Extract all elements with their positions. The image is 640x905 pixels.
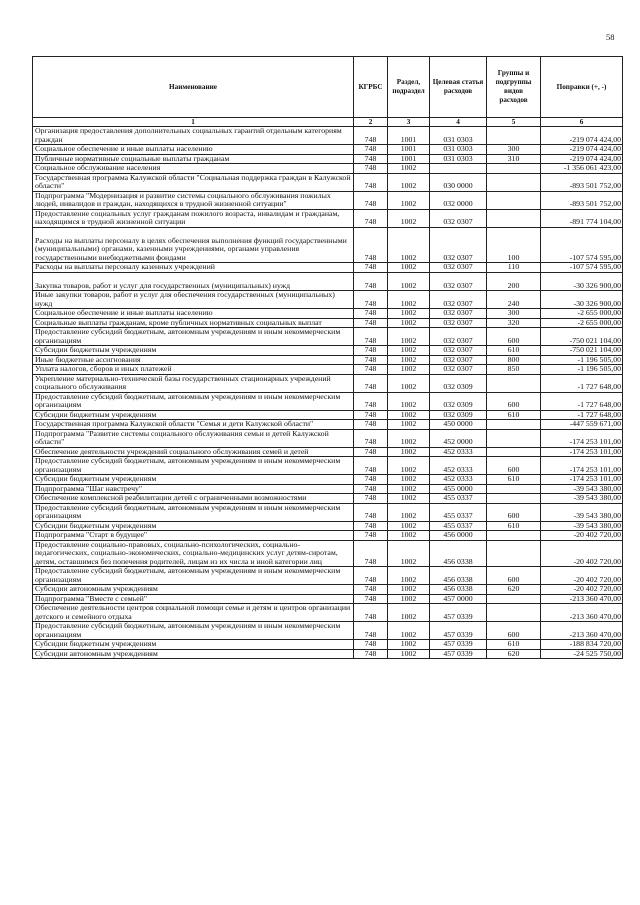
cell-kgrbs: 748: [354, 374, 388, 392]
cell-name: Государственная программа Калужской области "Социальная поддержка граждан в Калужской области": [33, 173, 354, 191]
table-row: [33, 328, 623, 346]
cell-kgrbs: 748: [354, 263, 388, 273]
cell-amount: -893 501 752,00: [541, 191, 623, 209]
cell-expense-group: 300: [487, 145, 541, 155]
cell-section: 1002: [388, 622, 430, 640]
cell-target-article: 032 0307: [430, 318, 487, 328]
cell-name: Подпрограмма "Шаг навстречу": [33, 484, 354, 494]
cell-amount: -2 655 000,00: [541, 318, 623, 328]
cell-section: 1001: [388, 154, 430, 164]
cell-kgrbs: 748: [354, 173, 388, 191]
column-number: 2: [354, 118, 388, 127]
cell-expense-group: 600: [487, 457, 541, 475]
cell-amount: -1 356 061 423,00: [541, 164, 623, 174]
table-row: [33, 291, 623, 309]
column-number: 6: [541, 118, 623, 127]
cell-kgrbs: 748: [354, 503, 388, 521]
cell-target-article: 032 0307: [430, 209, 487, 227]
cell-kgrbs: 748: [354, 392, 388, 410]
table-row: [33, 191, 623, 209]
cell-section: 1002: [388, 392, 430, 410]
cell-amount: -20 402 720,00: [541, 531, 623, 541]
cell-name: Субсидии бюджетным учреждениям: [33, 410, 354, 420]
cell-amount: -39 543 380,00: [541, 521, 623, 531]
cell-name: Публичные нормативные социальные выплаты гражданам: [33, 154, 354, 164]
cell-section: 1002: [388, 365, 430, 375]
cell-kgrbs: 748: [354, 328, 388, 346]
cell-target-article: 457 0339: [430, 604, 487, 622]
cell-amount: -39 543 380,00: [541, 484, 623, 494]
table-row: [33, 494, 623, 504]
cell-target-article: 032 0309: [430, 374, 487, 392]
cell-section: 1002: [388, 173, 430, 191]
cell-kgrbs: 748: [354, 531, 388, 541]
cell-target-article: 032 0307: [430, 328, 487, 346]
cell-name: Субсидии бюджетным учреждениям: [33, 346, 354, 356]
cell-amount: -219 074 424,00: [541, 145, 623, 155]
cell-section: 1002: [388, 209, 430, 227]
cell-name: Предоставление субсидий бюджетным, автономным учреждениям и иным некоммерческим организациям: [33, 457, 354, 475]
cell-target-article: [430, 164, 487, 174]
cell-name: Предоставление социальных услуг гражданам пожилого возраста, инвалидам и гражданам, находящимся в трудной жизненной ситуации: [33, 209, 354, 227]
cell-expense-group: 610: [487, 410, 541, 420]
cell-kgrbs: 748: [354, 127, 388, 145]
cell-amount: -20 402 720,00: [541, 585, 623, 595]
cell-kgrbs: 748: [354, 567, 388, 585]
header-kgrbs: КГРБС: [354, 57, 388, 118]
table-row: [33, 457, 623, 475]
header-section: Раздел, подраздел: [388, 57, 430, 118]
cell-expense-group: 610: [487, 475, 541, 485]
cell-section: 1002: [388, 263, 430, 273]
cell-amount: -219 074 424,00: [541, 154, 623, 164]
cell-kgrbs: 748: [354, 191, 388, 209]
cell-kgrbs: 748: [354, 475, 388, 485]
table-row: [33, 429, 623, 447]
cell-section: 1002: [388, 521, 430, 531]
cell-target-article: 032 0307: [430, 309, 487, 319]
cell-expense-group: [487, 420, 541, 430]
cell-amount: -20 402 720,00: [541, 540, 623, 567]
cell-target-article: 452 0000: [430, 429, 487, 447]
cell-target-article: 455 0337: [430, 521, 487, 531]
cell-amount: -174 253 101,00: [541, 475, 623, 485]
table-row: [33, 346, 623, 356]
header-row: [33, 57, 623, 118]
cell-expense-group: [487, 540, 541, 567]
cell-target-article: 457 0339: [430, 649, 487, 659]
cell-name: Обеспечение деятельности учреждений социального обслуживания семей и детей: [33, 447, 354, 457]
cell-kgrbs: 748: [354, 365, 388, 375]
cell-name: Иные закупки товаров, работ и услуг для обеспечения государственных (муниципальных) нужд: [33, 291, 354, 309]
cell-name: Предоставление субсидий бюджетным, автономным учреждениям и иным некоммерческим организациям: [33, 503, 354, 521]
cell-target-article: 032 0307: [430, 355, 487, 365]
column-number: 5: [487, 118, 541, 127]
cell-name: Уплата налогов, сборов и иных платежей: [33, 365, 354, 375]
cell-target-article: 030 0000: [430, 173, 487, 191]
table-row: [33, 640, 623, 650]
cell-amount: -20 402 720,00: [541, 567, 623, 585]
cell-target-article: 032 0000: [430, 191, 487, 209]
cell-expense-group: [487, 127, 541, 145]
cell-name: Иные бюджетные ассигнования: [33, 355, 354, 365]
cell-name: Социальное обеспечение и иные выплаты населению: [33, 145, 354, 155]
cell-expense-group: [487, 604, 541, 622]
cell-name: Укрепление материально-технической базы государственных стационарных учреждений социального обслуживания: [33, 374, 354, 392]
cell-amount: -30 326 900,00: [541, 291, 623, 309]
cell-expense-group: 240: [487, 291, 541, 309]
cell-target-article: 452 0333: [430, 447, 487, 457]
cell-expense-group: [487, 173, 541, 191]
cell-amount: -213 360 470,00: [541, 622, 623, 640]
header-name: Наименование: [33, 57, 354, 118]
cell-target-article: 032 0309: [430, 392, 487, 410]
cell-kgrbs: 748: [354, 420, 388, 430]
table-row: [33, 622, 623, 640]
cell-kgrbs: 748: [354, 457, 388, 475]
cell-target-article: 456 0000: [430, 531, 487, 541]
cell-target-article: 456 0338: [430, 540, 487, 567]
cell-name: Социальное обслуживание населения: [33, 164, 354, 174]
header-groups: Группы и подгруппы видов расходов: [487, 57, 541, 118]
table-row: [33, 540, 623, 567]
cell-target-article: 032 0309: [430, 410, 487, 420]
cell-section: 1002: [388, 346, 430, 356]
cell-kgrbs: 748: [354, 521, 388, 531]
cell-expense-group: [487, 447, 541, 457]
header-target: Целевая статья расходов: [430, 57, 487, 118]
cell-name: Предоставление субсидий бюджетным, автономным учреждениям и иным некоммерческим организациям: [33, 622, 354, 640]
cell-section: 1002: [388, 309, 430, 319]
cell-expense-group: [487, 594, 541, 604]
cell-amount: -107 574 595,00: [541, 263, 623, 273]
table-row: [33, 209, 623, 227]
cell-target-article: 457 0000: [430, 594, 487, 604]
table-row: [33, 585, 623, 595]
cell-section: 1002: [388, 355, 430, 365]
cell-kgrbs: 748: [354, 154, 388, 164]
cell-name: Государственная программа Калужской области "Семья и дети Калужской области": [33, 420, 354, 430]
cell-name: Расходы на выплаты персоналу казенных учреждений: [33, 263, 354, 273]
cell-amount: -39 543 380,00: [541, 503, 623, 521]
table-row: [33, 374, 623, 392]
cell-kgrbs: 748: [354, 145, 388, 155]
cell-section: 1002: [388, 604, 430, 622]
cell-kgrbs: 748: [354, 649, 388, 659]
table-row: [33, 649, 623, 659]
cell-expense-group: 100: [487, 227, 541, 263]
table-row: [33, 420, 623, 430]
cell-amount: -2 655 000,00: [541, 309, 623, 319]
table-row: [33, 227, 623, 263]
cell-amount: -891 774 104,00: [541, 209, 623, 227]
cell-section: 1002: [388, 475, 430, 485]
cell-name: Субсидии автономным учреждениям: [33, 649, 354, 659]
cell-name: Социальные выплаты гражданам, кроме публичных нормативных социальных выплат: [33, 318, 354, 328]
cell-expense-group: [487, 484, 541, 494]
cell-section: 1002: [388, 567, 430, 585]
cell-section: 1002: [388, 429, 430, 447]
cell-expense-group: [487, 374, 541, 392]
cell-expense-group: 620: [487, 585, 541, 595]
cell-amount: -107 574 595,00: [541, 227, 623, 263]
cell-expense-group: 110: [487, 263, 541, 273]
cell-amount: -750 021 104,00: [541, 328, 623, 346]
header-amendments: Поправки (+, -): [541, 57, 623, 118]
table-row: [33, 531, 623, 541]
cell-kgrbs: 748: [354, 484, 388, 494]
table-row: [33, 365, 623, 375]
cell-amount: -1 727 648,00: [541, 392, 623, 410]
cell-target-article: 032 0307: [430, 227, 487, 263]
cell-target-article: 452 0333: [430, 457, 487, 475]
cell-expense-group: 610: [487, 521, 541, 531]
cell-name: Подпрограмма "Модернизация и развитие системы социального обслуживания пожилых людей, инвалидов и граждан, находящихся в трудной жизненной ситуации": [33, 191, 354, 209]
cell-section: 1002: [388, 191, 430, 209]
cell-amount: -30 326 900,00: [541, 272, 623, 291]
table-row: [33, 392, 623, 410]
cell-target-article: 032 0307: [430, 263, 487, 273]
cell-target-article: 457 0339: [430, 622, 487, 640]
cell-target-article: 456 0338: [430, 585, 487, 595]
cell-expense-group: [487, 494, 541, 504]
cell-name: Социальное обеспечение и иные выплаты населению: [33, 309, 354, 319]
cell-expense-group: 300: [487, 309, 541, 319]
cell-amount: -174 253 101,00: [541, 429, 623, 447]
cell-target-article: 031 0303: [430, 127, 487, 145]
cell-section: 1002: [388, 227, 430, 263]
cell-name: Организация предоставления дополнительных социальных гарантий отдельным категориям граждан: [33, 127, 354, 145]
cell-kgrbs: 748: [354, 594, 388, 604]
cell-amount: -213 360 470,00: [541, 594, 623, 604]
cell-amount: -174 253 101,00: [541, 447, 623, 457]
cell-name: Подпрограмма "Старт в будущее": [33, 531, 354, 541]
cell-amount: -1 727 648,00: [541, 410, 623, 420]
cell-section: 1002: [388, 318, 430, 328]
cell-expense-group: 600: [487, 392, 541, 410]
cell-amount: -1 727 648,00: [541, 374, 623, 392]
cell-amount: -750 021 104,00: [541, 346, 623, 356]
cell-amount: -219 074 424,00: [541, 127, 623, 145]
cell-target-article: 452 0333: [430, 475, 487, 485]
cell-kgrbs: 748: [354, 429, 388, 447]
cell-target-article: 455 0337: [430, 503, 487, 521]
cell-name: Предоставление субсидий бюджетным, автономным учреждениям и иным некоммерческим организациям: [33, 567, 354, 585]
cell-expense-group: 610: [487, 640, 541, 650]
cell-target-article: 455 0000: [430, 484, 487, 494]
cell-target-article: 032 0307: [430, 346, 487, 356]
cell-expense-group: 600: [487, 328, 541, 346]
table-row: [33, 145, 623, 155]
cell-expense-group: 800: [487, 355, 541, 365]
page-number: 58: [606, 32, 615, 42]
table-row: [33, 503, 623, 521]
cell-amount: -447 559 671,00: [541, 420, 623, 430]
cell-kgrbs: 748: [354, 272, 388, 291]
table-row: [33, 173, 623, 191]
cell-target-article: 031 0303: [430, 154, 487, 164]
column-number: 1: [33, 118, 354, 127]
table-row: [33, 604, 623, 622]
cell-target-article: 032 0307: [430, 365, 487, 375]
cell-target-article: 455 0337: [430, 494, 487, 504]
cell-section: 1002: [388, 420, 430, 430]
cell-amount: -24 525 750,00: [541, 649, 623, 659]
cell-expense-group: [487, 531, 541, 541]
cell-section: 1002: [388, 410, 430, 420]
cell-expense-group: 310: [487, 154, 541, 164]
cell-section: 1002: [388, 640, 430, 650]
cell-section: 1002: [388, 291, 430, 309]
table-row: [33, 164, 623, 174]
table-row: [33, 127, 623, 145]
cell-target-article: 450 0000: [430, 420, 487, 430]
cell-kgrbs: 748: [354, 318, 388, 328]
cell-kgrbs: 748: [354, 540, 388, 567]
table-row: [33, 567, 623, 585]
cell-name: Предоставление субсидий бюджетным, автономным учреждениям и иным некоммерческим организациям: [33, 392, 354, 410]
cell-section: 1002: [388, 447, 430, 457]
cell-kgrbs: 748: [354, 309, 388, 319]
cell-target-article: 032 0307: [430, 272, 487, 291]
cell-section: 1002: [388, 484, 430, 494]
cell-section: 1002: [388, 503, 430, 521]
cell-amount: -188 834 720,00: [541, 640, 623, 650]
table-row: [33, 272, 623, 291]
cell-expense-group: 850: [487, 365, 541, 375]
cell-section: 1002: [388, 585, 430, 595]
cell-section: 1002: [388, 164, 430, 174]
cell-expense-group: 600: [487, 503, 541, 521]
cell-name: Подпрограмма "Развитие системы социального обслуживания семьи и детей Калужской области": [33, 429, 354, 447]
cell-kgrbs: 748: [354, 410, 388, 420]
cell-section: 1002: [388, 649, 430, 659]
cell-expense-group: 600: [487, 567, 541, 585]
column-number: 4: [430, 118, 487, 127]
cell-name: Предоставление субсидий бюджетным, автономным учреждениям и иным некоммерческим организациям: [33, 328, 354, 346]
cell-name: Субсидии бюджетным учреждениям: [33, 475, 354, 485]
cell-section: 1001: [388, 145, 430, 155]
cell-kgrbs: 748: [354, 291, 388, 309]
cell-kgrbs: 748: [354, 355, 388, 365]
cell-amount: -893 501 752,00: [541, 173, 623, 191]
cell-name: Предоставление социально-правовых, социально-психологических, социально-педагогических, социально-экономических, социально-медицинских услуг детям-сиротам, детям, оставшимся без попечения родителей, лицам из их числа и иной категории лиц: [33, 540, 354, 567]
cell-kgrbs: 748: [354, 447, 388, 457]
column-number: 3: [388, 118, 430, 127]
cell-section: 1001: [388, 127, 430, 145]
cell-kgrbs: 748: [354, 622, 388, 640]
cell-section: 1002: [388, 374, 430, 392]
cell-kgrbs: 748: [354, 640, 388, 650]
cell-section: 1002: [388, 540, 430, 567]
cell-section: 1002: [388, 494, 430, 504]
table-row: [33, 263, 623, 273]
cell-kgrbs: 748: [354, 604, 388, 622]
cell-kgrbs: 748: [354, 164, 388, 174]
cell-name: Обеспечение комплексной реабилитации детей с ограниченными возможностями: [33, 494, 354, 504]
cell-section: 1002: [388, 457, 430, 475]
cell-target-article: 032 0307: [430, 291, 487, 309]
table-row: [33, 309, 623, 319]
cell-name: Подпрограмма "Вместе с семьей": [33, 594, 354, 604]
cell-expense-group: 200: [487, 272, 541, 291]
cell-name: Обеспечение деятельности центров социальной помощи семье и детям и центров организации детского и семейного отдыха: [33, 604, 354, 622]
cell-name: Субсидии бюджетным учреждениям: [33, 640, 354, 650]
cell-target-article: 456 0338: [430, 567, 487, 585]
cell-kgrbs: 748: [354, 209, 388, 227]
cell-expense-group: 320: [487, 318, 541, 328]
cell-name: Субсидии автономным учреждениям: [33, 585, 354, 595]
cell-amount: -39 543 380,00: [541, 494, 623, 504]
cell-section: 1002: [388, 531, 430, 541]
cell-amount: -174 253 101,00: [541, 457, 623, 475]
cell-kgrbs: 748: [354, 227, 388, 263]
cell-name: Расходы на выплаты персоналу в целях обеспечения выполнения функций государственными (муниципальными) органами, казенными учреждениями, органами управления государственными внебюджетными фондами: [33, 227, 354, 263]
table-row: [33, 475, 623, 485]
cell-section: 1002: [388, 272, 430, 291]
cell-section: 1002: [388, 328, 430, 346]
cell-name: Закупка товаров, работ и услуг для государственных (муниципальных) нужд: [33, 272, 354, 291]
cell-amount: -1 196 505,00: [541, 355, 623, 365]
cell-amount: -1 196 505,00: [541, 365, 623, 375]
cell-expense-group: [487, 429, 541, 447]
cell-target-article: 457 0339: [430, 640, 487, 650]
cell-expense-group: [487, 191, 541, 209]
cell-expense-group: 600: [487, 622, 541, 640]
cell-expense-group: [487, 164, 541, 174]
cell-amount: -213 360 470,00: [541, 604, 623, 622]
amendments-table: [32, 56, 623, 659]
cell-expense-group: 610: [487, 346, 541, 356]
cell-expense-group: 620: [487, 649, 541, 659]
cell-kgrbs: 748: [354, 585, 388, 595]
cell-name: Субсидии бюджетным учреждениям: [33, 521, 354, 531]
cell-kgrbs: 748: [354, 346, 388, 356]
cell-target-article: 031 0303: [430, 145, 487, 155]
cell-kgrbs: 748: [354, 494, 388, 504]
cell-expense-group: [487, 209, 541, 227]
cell-section: 1002: [388, 594, 430, 604]
